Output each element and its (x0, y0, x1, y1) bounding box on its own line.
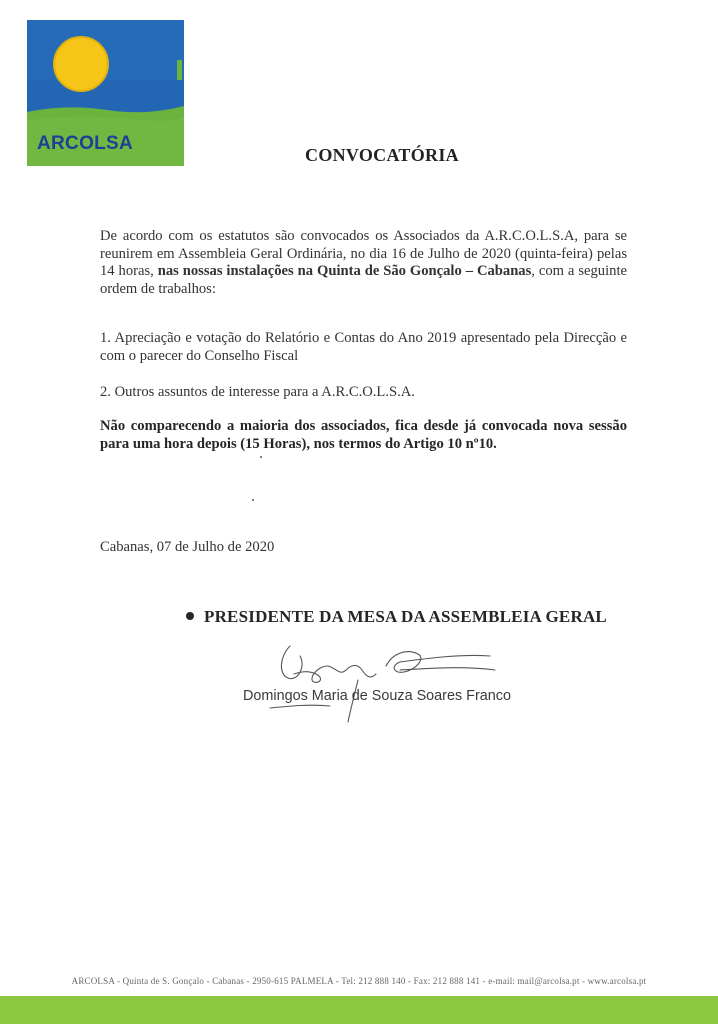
intro-text-end: , com a seguinte ordem de trabalhos: (100, 263, 627, 297)
date-line: Cabanas, 07 de Julho de 2020 (100, 539, 275, 555)
bullet-icon (186, 612, 194, 620)
footer-address: ARCOLSA - Quinta de S. Gonçalo - Cabanas - 2950-615 PALMELA - Tel: 212 888 140 - Fax: 212 888 141 - e-mail: mail@arcolsa.pt - www.arcolsa.pt (71, 976, 647, 986)
intro-text-start: De acordo com os estatutos são convocados os Associados da A.R.C.O.L.S.A, para se reunirem em Assembleia Geral Ordinária, no dia 16 de Julho de 2020 (quinta-feira) pelas 14 horas, (100, 228, 627, 279)
document-title: CONVOCATÓRIA (305, 145, 459, 165)
president-heading (186, 607, 607, 627)
logo-text: ARCOLSA (37, 133, 134, 154)
agenda-item-2: 2. Outros assuntos de interesse para a A.R.C.O.L.S.A. (100, 384, 415, 400)
president-title: PRESIDENTE DA MESA DA ASSEMBLEIA GERAL (204, 607, 607, 626)
second-session-note: Não comparecendo a maioria dos associados, fica desde já convocada nova sessão para uma hora depois (15 Horas), nos termos do Artigo 10 nº10. (100, 418, 627, 452)
scan-speck (260, 456, 262, 458)
handwritten-signature (250, 636, 510, 726)
signer-name: Domingos Maria de Souza Soares Franco (243, 688, 511, 704)
intro-location: nas nossas instalações na Quinta de São Gonçalo – Cabanas (157, 263, 532, 279)
footer-bar (0, 996, 718, 1024)
agenda-item-1: 1. Apreciação e votação do Relatório e Contas do Ano 2019 apresentado pela Direcção e com o parecer do Conselho Fiscal (100, 330, 627, 364)
scan-speck (252, 499, 254, 501)
intro-paragraph (100, 228, 627, 298)
